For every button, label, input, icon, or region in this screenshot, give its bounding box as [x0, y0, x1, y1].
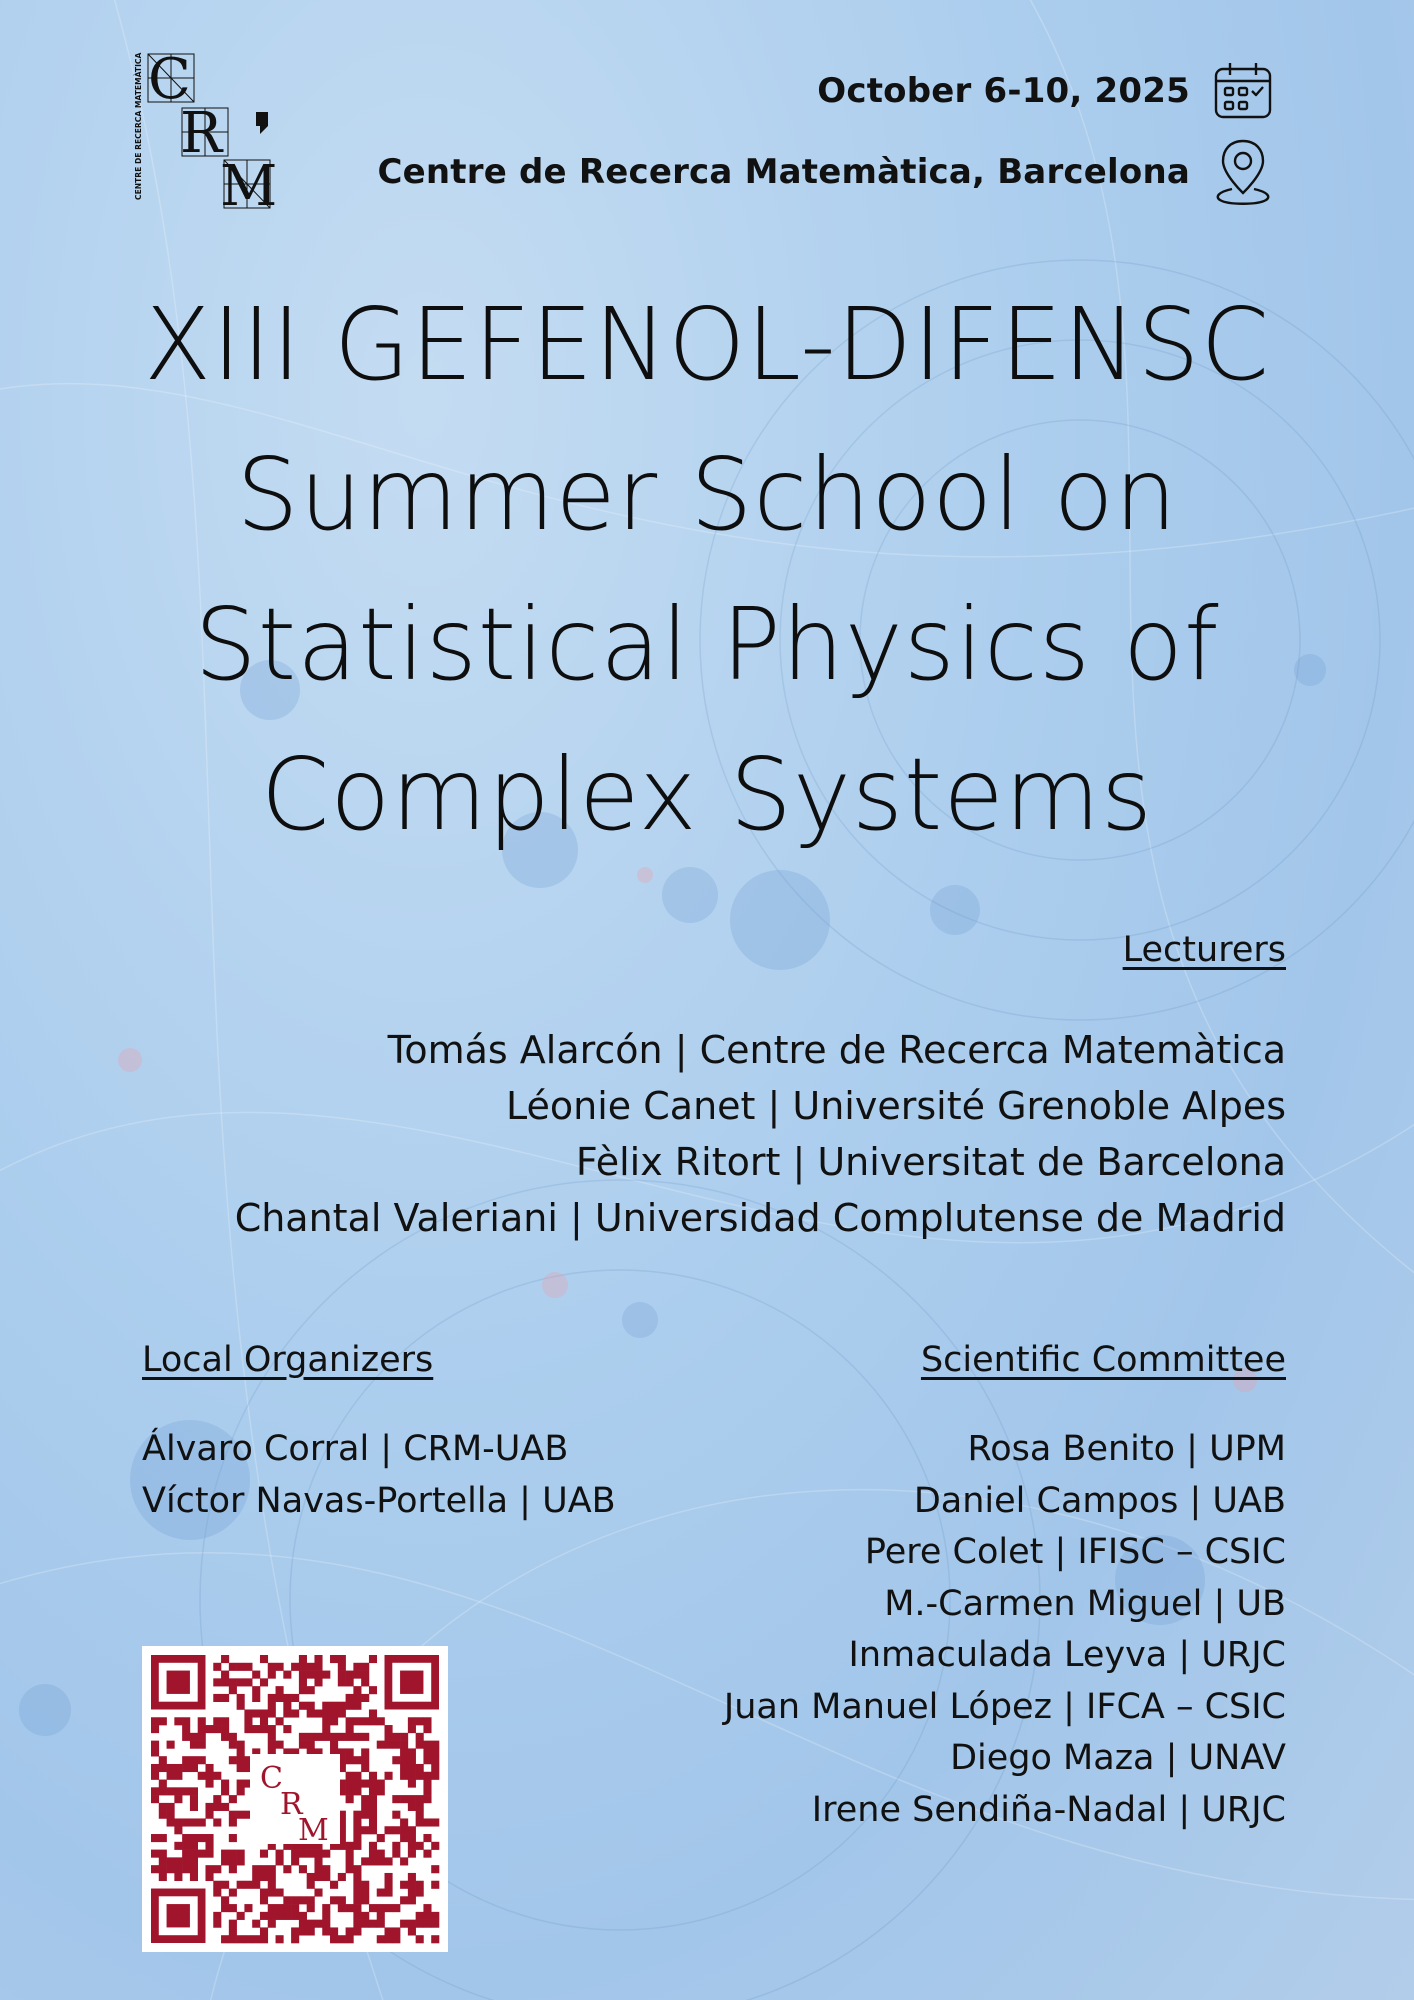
organizer-item: Álvaro Corral | CRM-UAB	[142, 1429, 569, 1469]
lecturer-item: Tomás Alarcón | Centre de Recerca Matemàtica	[387, 1028, 1286, 1072]
local-organizers-heading: Local Organizers	[142, 1340, 434, 1380]
committee-item: M.-Carmen Miguel | UB	[884, 1583, 1286, 1624]
qr-logo-letter-m: M	[298, 1813, 329, 1848]
title-line-1: XIII GEFENOL-DIFENSC	[143, 286, 1271, 403]
qr-code-graphic	[142, 1646, 448, 1952]
logo-letter-r: R	[180, 101, 223, 166]
committee-item: Daniel Campos | UAB	[913, 1480, 1286, 1521]
organizer-item: Víctor Navas-Portella | UAB	[142, 1480, 616, 1521]
lecturer-item: Fèlix Ritort | Universitat de Barcelona	[575, 1140, 1286, 1184]
committee-item: Rosa Benito | UPM	[967, 1429, 1286, 1469]
title-line-2: Summer School on	[236, 436, 1178, 553]
event-location-row	[377, 137, 1274, 207]
committee-item: Pere Colet | IFISC – CSIC	[864, 1532, 1286, 1572]
event-date: October 6-10, 2025	[817, 71, 1190, 111]
title-line-4: Complex Systems	[260, 736, 1154, 853]
logo-vertical-text: CENTRE DE RECERCA MATEMÀTICA	[134, 52, 143, 200]
event-date-row	[817, 60, 1274, 122]
location-pin-icon	[1212, 137, 1274, 207]
committee-item: Diego Maza | UNAV	[950, 1738, 1286, 1778]
lecturer-item: Chantal Valeriani | Universidad Complutense de Madrid	[234, 1196, 1286, 1240]
calendar-icon	[1212, 60, 1274, 122]
logo-letter-c: C	[148, 47, 191, 112]
crm-logo	[134, 47, 286, 219]
logo-letter-m: M	[220, 154, 278, 219]
qr-logo-letter-c: C	[260, 1761, 283, 1796]
title-line-3: Statistical Physics of	[194, 586, 1220, 703]
event-location: Centre de Recerca Matemàtica, Barcelona	[377, 152, 1190, 192]
local-organizers-section	[142, 1340, 616, 1527]
school-title	[100, 270, 1314, 870]
lecturer-item: Léonie Canet | Université Grenoble Alpes	[506, 1084, 1286, 1128]
lecturers-section	[235, 930, 1286, 1246]
scientific-committee-section	[724, 1340, 1286, 1836]
qr-code[interactable]	[142, 1646, 448, 1952]
committee-item: Irene Sendiña-Nadal | URJC	[811, 1789, 1286, 1830]
committee-item: Juan Manuel López | IFCA – CSIC	[723, 1686, 1286, 1727]
qr-logo-letter-r: R	[280, 1787, 303, 1822]
scientific-committee-heading: Scientific Committee	[920, 1340, 1286, 1380]
committee-item: Inmaculada Leyva | URJC	[848, 1635, 1286, 1675]
lecturers-heading: Lecturers	[1122, 930, 1286, 970]
